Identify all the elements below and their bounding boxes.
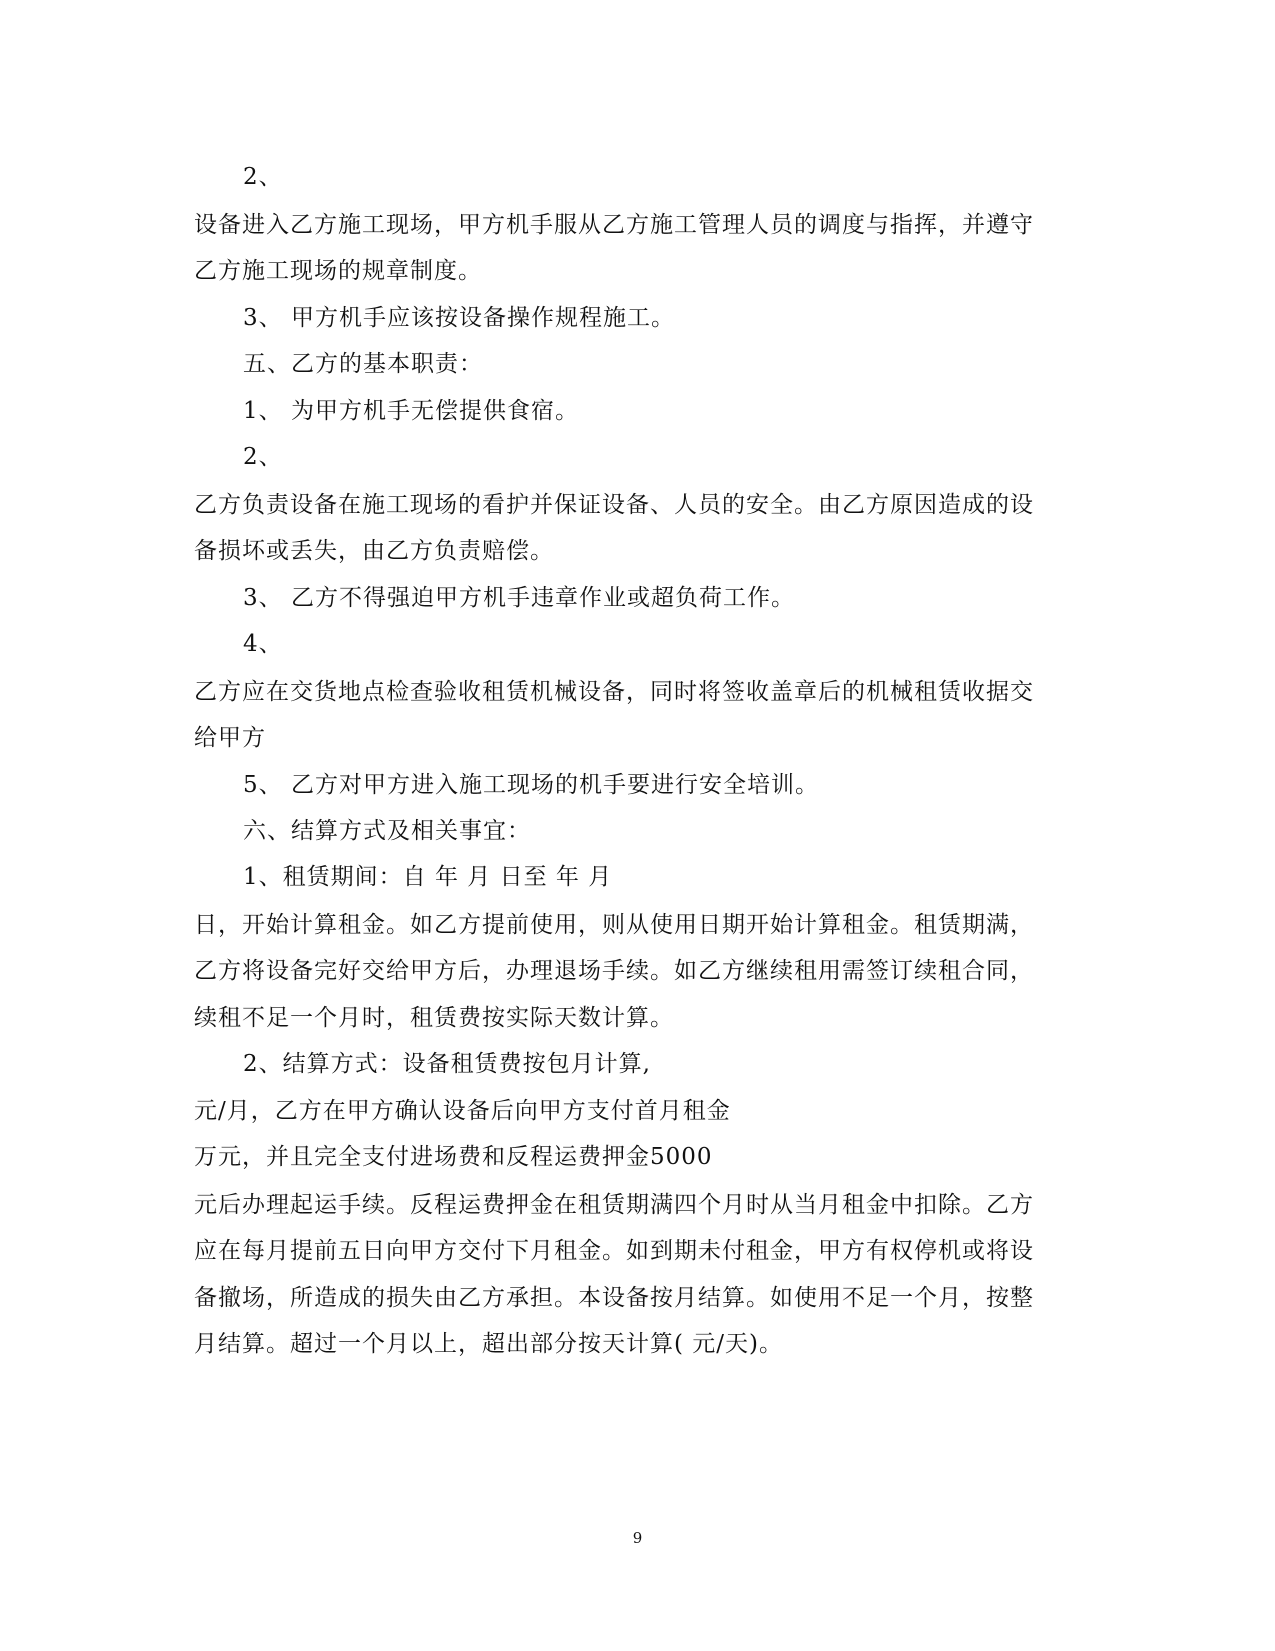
text-line: 万元，并且完全支付进场费和反程运费押金5000 bbox=[194, 1144, 713, 1170]
text-line: 月结算。超过一个月以上，超出部分按天计算( 元/天)。 bbox=[194, 1331, 784, 1357]
text-line: 5、 乙方对甲方进入施工现场的机手要进行安全培训。 bbox=[243, 772, 819, 798]
text-line: 元/月，乙方在甲方确认设备后向甲方支付首月租金 bbox=[194, 1098, 731, 1124]
text-line: 设备进入乙方施工现场，甲方机手服从乙方施工管理人员的调度与指挥，并遵守 bbox=[194, 212, 1034, 238]
text-line: 乙方应在交货地点检查验收租赁机械设备，同时将签收盖章后的机械租赁收据交 bbox=[194, 679, 1034, 705]
text-line: 3、 乙方不得强迫甲方机手违章作业或超负荷工作。 bbox=[243, 585, 795, 611]
text-line: 乙方负责设备在施工现场的看护并保证设备、人员的安全。由乙方原因造成的设 bbox=[194, 492, 1034, 518]
text-line: 日，开始计算租金。如乙方提前使用，则从使用日期开始计算租金。租赁期满， bbox=[194, 912, 1034, 938]
text-line: 4、 bbox=[243, 631, 283, 657]
text-line: 1、 为甲方机手无偿提供食宿。 bbox=[243, 398, 579, 424]
text-line: 2、 bbox=[243, 444, 283, 470]
text-line: 2、结算方式：设备租赁费按包月计算, bbox=[243, 1051, 651, 1077]
text-line: 给甲方 bbox=[194, 725, 266, 751]
text-line: 2、 bbox=[243, 164, 283, 190]
text-line: 乙方将设备完好交给甲方后，办理退场手续。如乙方继续租用需签订续租合同， bbox=[194, 958, 1034, 984]
section-heading: 五、乙方的基本职责： bbox=[243, 351, 483, 377]
text-line: 备损坏或丢失，由乙方负责赔偿。 bbox=[194, 538, 554, 564]
text-line: 应在每月提前五日向甲方交付下月租金。如到期未付租金，甲方有权停机或将设 bbox=[194, 1238, 1034, 1264]
section-heading: 六、结算方式及相关事宜： bbox=[243, 818, 531, 844]
page-number: 9 bbox=[632, 1529, 643, 1547]
text-line: 1、租赁期间：自 年 月 日至 年 月 bbox=[243, 864, 613, 890]
text-line: 续租不足一个月时，租赁费按实际天数计算。 bbox=[194, 1005, 674, 1031]
text-line: 备撤场，所造成的损失由乙方承担。本设备按月结算。如使用不足一个月，按整 bbox=[194, 1285, 1034, 1311]
text-line: 3、 甲方机手应该按设备操作规程施工。 bbox=[243, 305, 675, 331]
text-line: 乙方施工现场的规章制度。 bbox=[194, 258, 482, 284]
text-line: 元后办理起运手续。反程运费押金在租赁期满四个月时从当月租金中扣除。乙方 bbox=[194, 1192, 1034, 1218]
